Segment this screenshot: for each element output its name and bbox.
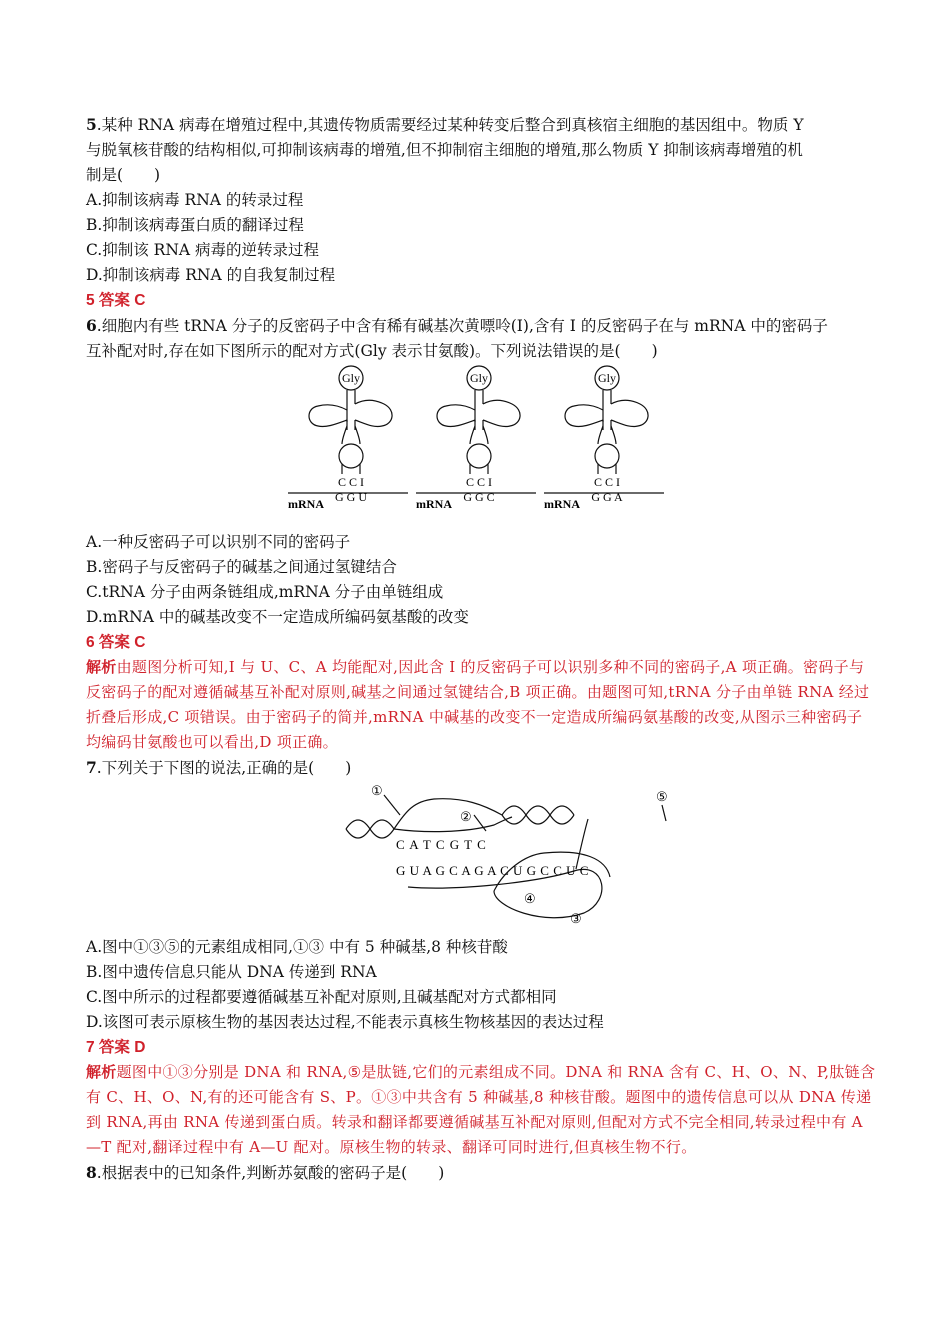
codon-1: G G U bbox=[335, 490, 367, 504]
gly-label-2: Gly bbox=[470, 371, 488, 385]
label-4: ④ bbox=[524, 891, 536, 906]
trna-pairing-figure bbox=[86, 364, 876, 524]
gly-label-1: Gly bbox=[342, 371, 360, 385]
q8-stem: 8.根据表中的已知条件,判断苏氨酸的密码子是( ) bbox=[86, 1163, 445, 1182]
q5-stem-line2: 与脱氧核苷酸的结构相似,可抑制该病毒的增殖,但不抑制宿主细胞的增殖,那么物质 Y 抑制该病毒增殖的机 bbox=[86, 141, 803, 159]
q5-number: 5 bbox=[86, 115, 97, 134]
q7-option-c: C.图中所示的过程都要遵循碱基互补配对原则,且碱基配对方式都相同 bbox=[86, 988, 557, 1006]
mrna-label-1: mRNA bbox=[288, 497, 324, 511]
q6-number: 6 bbox=[86, 316, 97, 335]
label-3: ③ bbox=[570, 911, 582, 926]
q7-stem: 7.下列关于下图的说法,正确的是( ) bbox=[86, 758, 352, 777]
q6-stem-line2: 互补配对时,存在如下图所示的配对方式(Gly 表示甘氨酸)。下列说法错误的是( ) bbox=[86, 342, 658, 360]
mrna-label-3: mRNA bbox=[544, 497, 580, 511]
q7-option-a: A.图中①③⑤的元素组成相同,①③ 中有 5 种碱基,8 种核苷酸 bbox=[86, 938, 508, 956]
q5-stem-line1: 5.某种 RNA 病毒在增殖过程中,其遗传物质需要经过某种转变后整合到真核宿主细胞的基因组中。物质 Y bbox=[86, 115, 804, 134]
q8-number: 8 bbox=[86, 1163, 97, 1182]
q5-stem-line3: 制是( ) bbox=[86, 166, 161, 184]
codon-2: G G C bbox=[463, 490, 495, 504]
q7-answer: 7 答案 D bbox=[86, 1039, 146, 1056]
label-1: ① bbox=[371, 783, 383, 798]
mrna-label-2: mRNA bbox=[416, 497, 452, 511]
q6-answer: 6 答案 C bbox=[86, 634, 146, 651]
codon-3: G G A bbox=[591, 490, 623, 504]
q6-option-a: A.一种反密码子可以识别不同的密码子 bbox=[86, 533, 351, 551]
q5-option-b: B.抑制该病毒蛋白质的翻译过程 bbox=[86, 216, 304, 234]
q5-option-a: A.抑制该病毒 RNA 的转录过程 bbox=[86, 191, 304, 209]
q5-option-c: C.抑制该 RNA 病毒的逆转录过程 bbox=[86, 241, 320, 259]
q7-option-b: B.图中遗传信息只能从 DNA 传递到 RNA bbox=[86, 963, 377, 981]
q6-option-c: C.tRNA 分子由两条链组成,mRNA 分子由单链组成 bbox=[86, 583, 444, 601]
q6-stem-line1: 6.细胞内有些 tRNA 分子的反密码子中含有稀有碱基次黄嘌呤(I),含有 I 的反密码子在与 mRNA 中的密码子 bbox=[86, 316, 828, 335]
label-5: ⑤ bbox=[656, 789, 668, 804]
anticodon-1: C C I bbox=[337, 475, 365, 489]
q5-option-d: D.抑制该病毒 RNA 的自我复制过程 bbox=[86, 266, 336, 284]
q7-explanation: 解析题图中①③分别是 DNA 和 RNA,⑤是肽链,它们的元素组成不同。DNA 和 RNA 含有 C、H、O、N、P,肽链含有 C、H、O、N,有的还可能含有 S、P。①③中共含有 5 种碱基,8 种核苷酸。题图中的遗传信息可以从 DNA 传递到 RNA,再由 RNA 传递到蛋白质。转录和翻译都要遵循碱基互补配对原则,但配对方式不完全相同,转录过程中有 A—T 配对,翻译过程中有 A—U 配对。原核生物的转录、翻译可同时进行,但真核生物不行。 bbox=[86, 1063, 876, 1156]
transcription-translation-figure bbox=[86, 781, 876, 931]
label-2: ② bbox=[460, 809, 472, 824]
document-page bbox=[86, 112, 876, 1186]
q7-number: 7 bbox=[86, 758, 97, 777]
anticodon-3: C C I bbox=[593, 475, 621, 489]
q6-option-b: B.密码子与反密码子的碱基之间通过氢键结合 bbox=[86, 558, 397, 576]
q7-option-d: D.该图可表示原核生物的基因表达过程,不能表示真核生物核基因的表达过程 bbox=[86, 1013, 604, 1031]
q6-explanation: 解析由题图分析可知,I 与 U、C、A 均能配对,因此含 I 的反密码子可以识别多种不同的密码子,A 项正确。密码子与反密码子的配对遵循碱基互补配对原则,碱基之间通过氢键结合,B 项正确。由题图可知,tRNA 分子由单链 RNA 经过折叠后形成,C 项错误。由于密码子的简并,mRNA 中碱基的改变不一定造成所编码氨基酸的改变,从图示三种密码子均编码甘氨酸也可以看出,D 项正确。 bbox=[86, 658, 870, 751]
gly-label-3: Gly bbox=[598, 371, 616, 385]
q5-answer: 5 答案 C bbox=[86, 292, 146, 309]
anticodon-2: C C I bbox=[465, 475, 493, 489]
trna-3 bbox=[544, 366, 664, 511]
rna-strand-text: G U A G C A G A C U G C C U C bbox=[396, 863, 589, 878]
trna-1 bbox=[288, 366, 408, 511]
q6-option-d: D.mRNA 中的碱基改变不一定造成所编码氨基酸的改变 bbox=[86, 608, 469, 626]
trna-2 bbox=[416, 366, 536, 511]
dna-strand-text: C A T C G T C bbox=[396, 837, 487, 852]
